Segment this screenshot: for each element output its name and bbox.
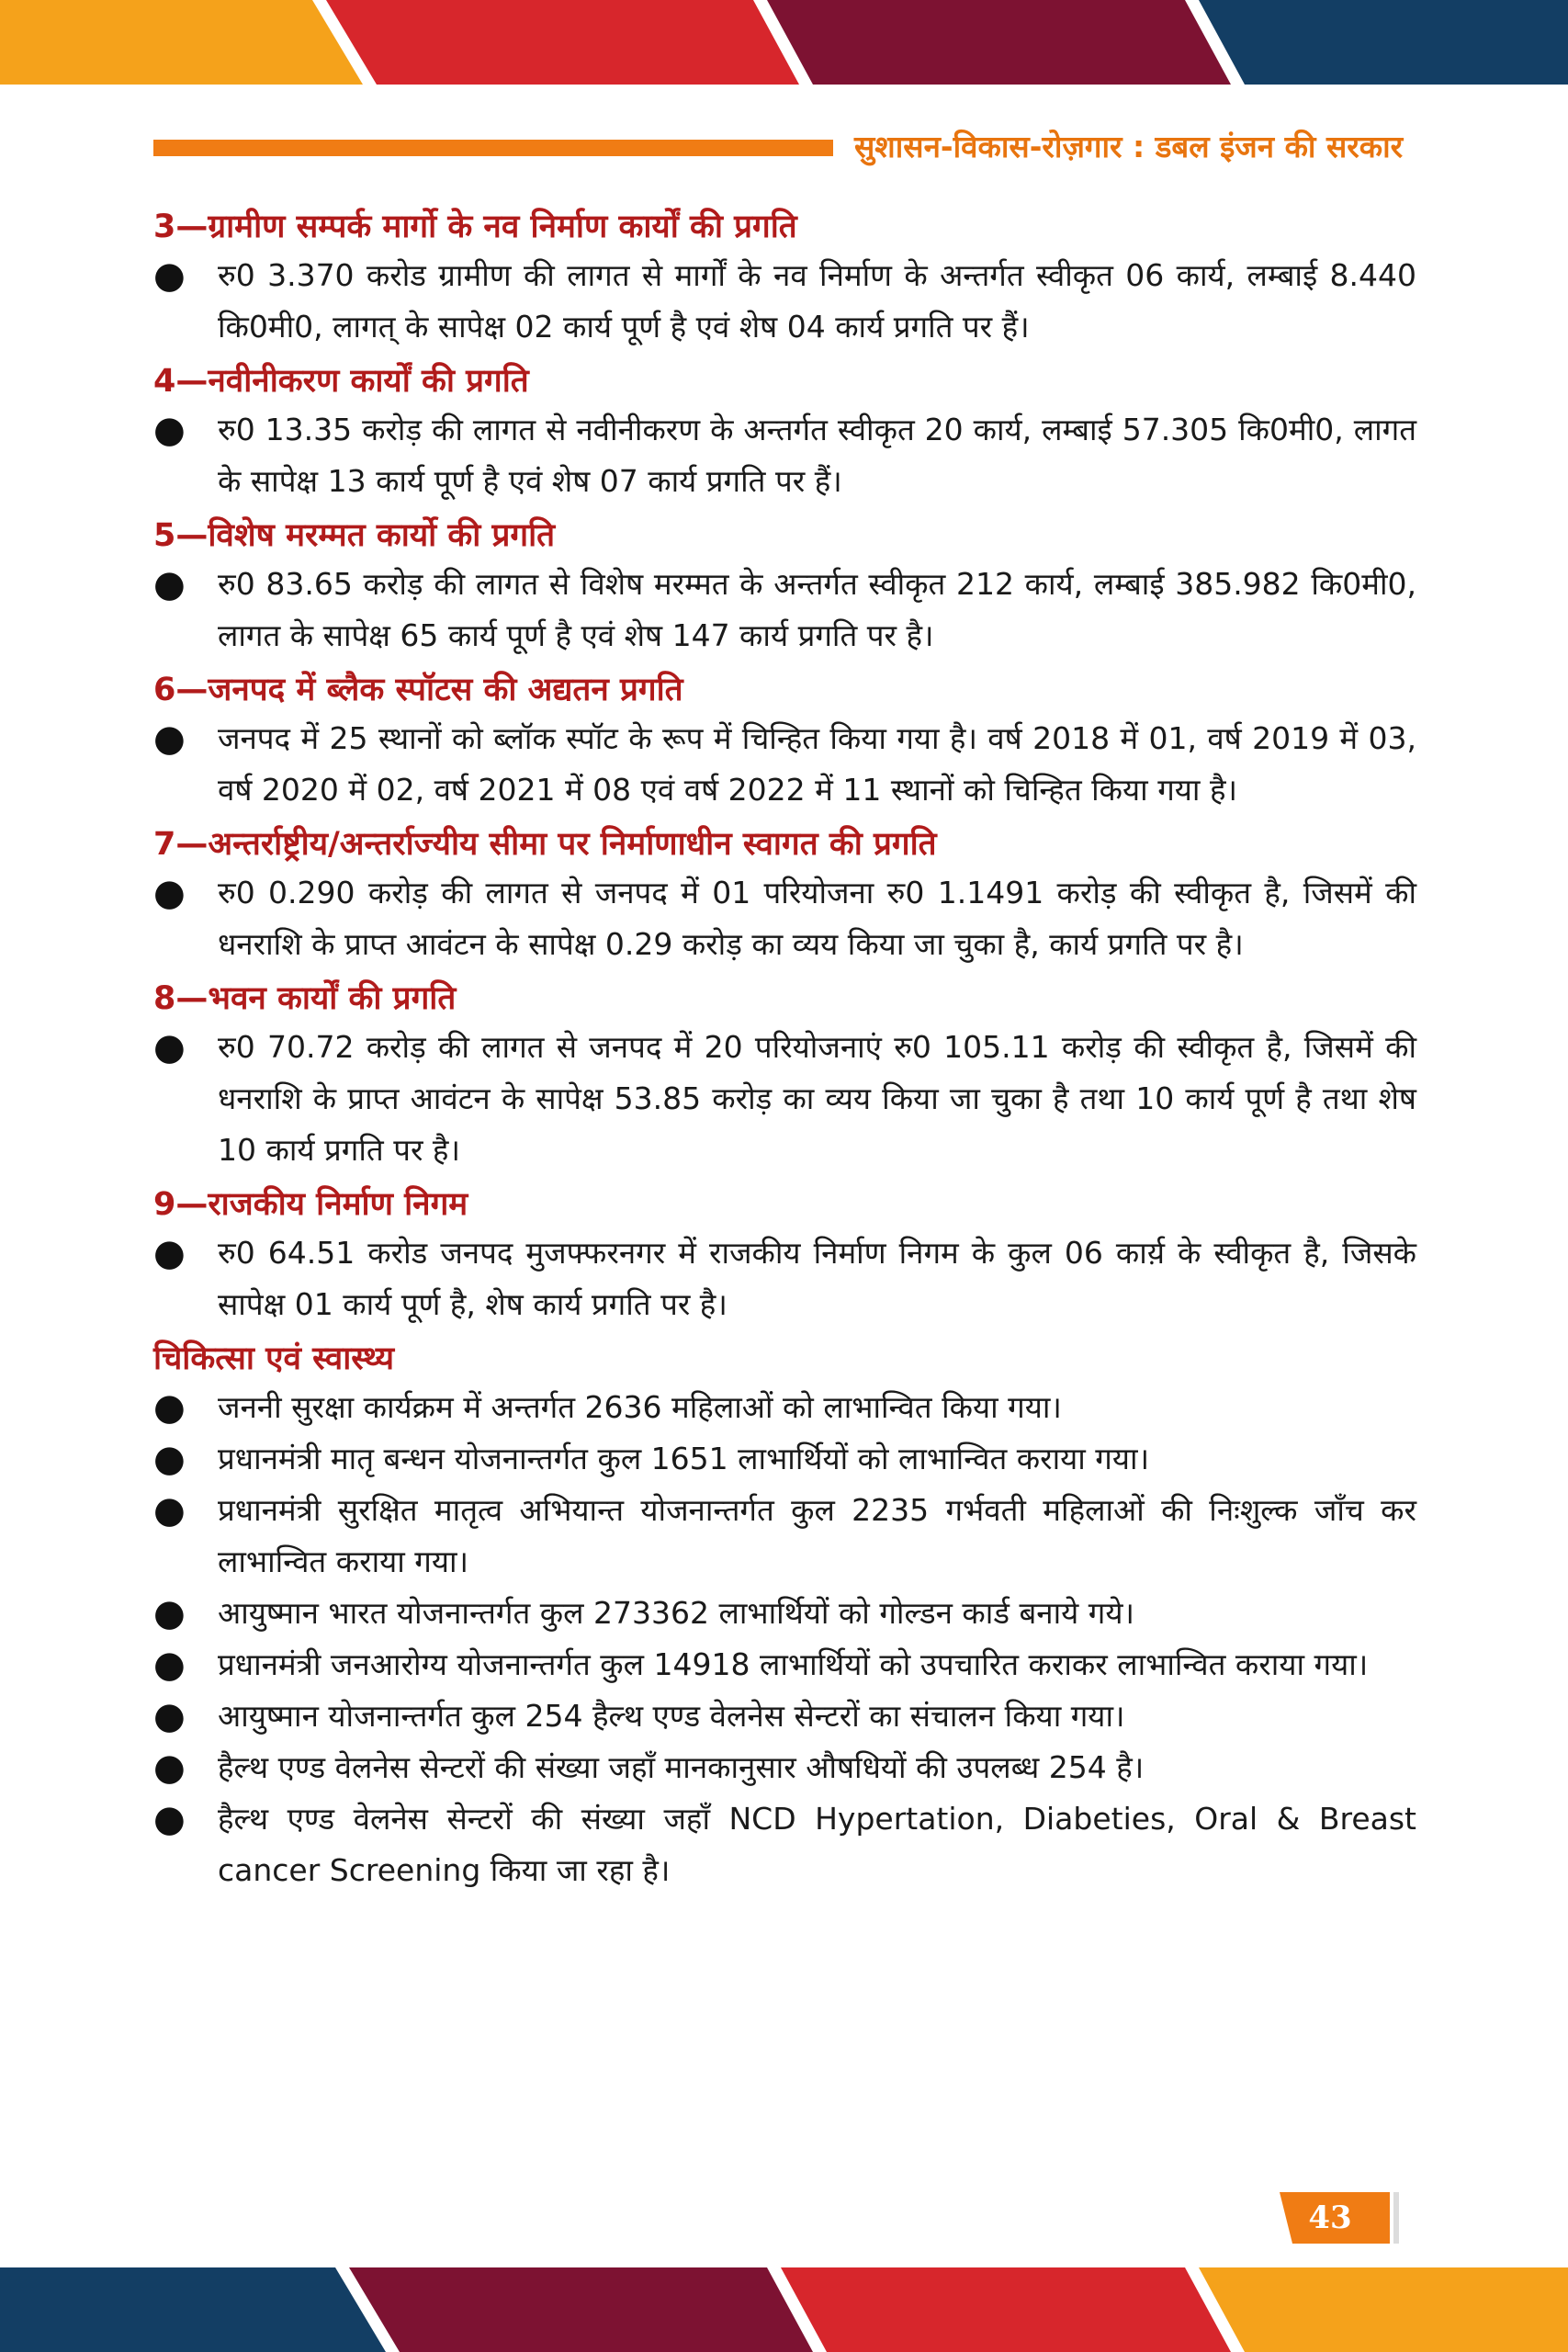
section bbox=[153, 667, 1416, 816]
bullet-icon: ● bbox=[153, 1592, 186, 1634]
list-item-text: प्रधानमंत्री जनआरोग्य योजनान्तर्गत कुल 14918 लाभार्थियों को उपचारित कराकर लाभान्वित कराया गया। bbox=[218, 1646, 1369, 1682]
band-red bbox=[326, 0, 799, 85]
list-item-text: रु0 3.370 करोड ग्रामीण की लागत से मार्गों के नव निर्माण के अन्तर्गत स्वीकृत 06 कार्य, लम्बाई 8.440 कि0मी0, लागत् के सापेक्ष 02 कार्य पूर्ण है एवं शेष 04 कार्य प्रगति पर हैं। bbox=[218, 257, 1416, 345]
bottom-band-graphic bbox=[0, 2267, 1568, 2352]
section bbox=[153, 358, 1416, 507]
list-item bbox=[153, 1227, 1416, 1330]
list-item bbox=[153, 1382, 1416, 1433]
list-item bbox=[153, 1485, 1416, 1588]
bullet-icon: ● bbox=[153, 718, 186, 760]
list-item-text: जननी सुरक्षा कार्यक्रम में अन्तर्गत 2636 महिलाओं को लाभान्वित किया गया। bbox=[218, 1389, 1062, 1425]
bullet-icon: ● bbox=[153, 254, 186, 297]
section-heading: 5—विशेष मरम्मत कार्यो की प्रगति bbox=[153, 517, 556, 554]
list-item bbox=[153, 559, 1416, 662]
list-item bbox=[153, 867, 1416, 970]
section bbox=[153, 204, 1416, 353]
bullet-icon: ● bbox=[153, 1644, 186, 1686]
list-item bbox=[153, 404, 1416, 507]
list-item bbox=[153, 1433, 1416, 1485]
section-heading: 6—जनपद में ब्लैक स्पॉटस की अद्यतन प्रगति bbox=[153, 672, 683, 708]
page-number: 43 bbox=[1308, 2199, 1352, 2236]
list-item bbox=[153, 1742, 1416, 1793]
bullet-icon: ● bbox=[153, 1026, 186, 1069]
section bbox=[153, 1182, 1416, 1330]
list-item-text: आयुष्मान भारत योजनान्तर्गत कुल 273362 लाभार्थियों को गोल्डन कार्ड बनाये गये। bbox=[218, 1595, 1135, 1631]
list-item bbox=[153, 1690, 1416, 1742]
section bbox=[153, 821, 1416, 970]
list-item-text: रु0 83.65 करोड़ की लागत से विशेष मरम्मत के अन्तर्गत स्वीकृत 212 कार्य, लम्बाई 385.982 कि0मी0, लागत के सापेक्ष 65 कार्य पूर्ण है एवं शेष 147 कार्य प्रगति पर है। bbox=[218, 566, 1416, 653]
section-heading: 4—नवीनीकरण कार्यों की प्रगति bbox=[153, 363, 529, 400]
bullet-icon: ● bbox=[153, 409, 186, 451]
section bbox=[153, 976, 1416, 1176]
bullet-icon: ● bbox=[153, 1438, 186, 1480]
band-maroon-bottom bbox=[349, 2267, 813, 2352]
bullet-icon: ● bbox=[153, 1489, 186, 1532]
section bbox=[153, 1336, 1416, 1896]
list-item-text: रु0 70.72 करोड़ की लागत से जनपद में 20 परियोजनाएं रु0 105.11 करोड़ की स्वीकृत है, जिसमें की धनराशि के प्राप्त आवंटन के सापेक्ष 53.85 करोड़ का व्यय किया जा चुका है तथा 10 कार्य पूर्ण है तथा शेष 10 कार्य प्रगति पर है। bbox=[218, 1029, 1416, 1168]
band-red-bottom bbox=[781, 2267, 1231, 2352]
bullet-icon: ● bbox=[153, 1386, 186, 1429]
band-orange bbox=[0, 0, 363, 85]
bullet-icon: ● bbox=[153, 872, 186, 914]
document-body bbox=[153, 204, 1416, 1902]
bullet-icon: ● bbox=[153, 1695, 186, 1737]
header-rule bbox=[153, 140, 833, 156]
bullet-icon: ● bbox=[153, 563, 186, 605]
band-navy-bottom bbox=[0, 2267, 386, 2352]
bullet-icon: ● bbox=[153, 1747, 186, 1789]
bottom-decorative-band bbox=[0, 2267, 1568, 2352]
section-heading: 8—भवन कार्यों की प्रगति bbox=[153, 980, 457, 1017]
section-heading: 9—राजकीय निर्माण निगम bbox=[153, 1186, 468, 1223]
list-item-text: हैल्थ एण्ड वेलनेस सेन्टरों की संख्या जहाँ NCD Hypertation, Diabeties, Oral & Breast cancer Screening किया जा रहा है। bbox=[218, 1801, 1416, 1888]
band-navy bbox=[1199, 0, 1568, 85]
list-item-text: रु0 13.35 करोड़ की लागत से नवीनीकरण के अन्तर्गत स्वीकृत 20 कार्य, लम्बाई 57.305 कि0मी0, लागत के सापेक्ष 13 कार्य पूर्ण है एवं शेष 07 कार्य प्रगति पर हैं। bbox=[218, 412, 1416, 499]
list-item bbox=[153, 250, 1416, 353]
list-item-text: प्रधानमंत्री मातृ बन्धन योजनान्तर्गत कुल 1651 लाभार्थियों को लाभान्वित कराया गया। bbox=[218, 1441, 1150, 1476]
list-item-text: रु0 0.290 करोड़ की लागत से जनपद में 01 परियोजना रु0 1.1491 करोड़ की स्वीकृत है, जिसमें की धनराशि के प्राप्त आवंटन के सापेक्ष 0.29 करोड़ का व्यय किया जा चुका है, कार्य प्रगति पर है। bbox=[218, 875, 1416, 962]
list-item-text: जनपद में 25 स्थानों को ब्लॉक स्पॉट के रूप में चिन्हित किया गया है। वर्ष 2018 में 01, वर्ष 2019 में 03, वर्ष 2020 में 02, वर्ष 2021 में 08 एवं वर्ष 2022 में 11 स्थानों को चिन्हित किया गया है। bbox=[218, 720, 1416, 808]
list-item-text: रु0 64.51 करोड जनपद मुजफ्फरनगर में राजकीय निर्माण निगम के कुल 06 कार्य़ के स्वीकृत है, जिसके सापेक्ष 01 कार्य पूर्ण है, शेष कार्य प्रगति पर है। bbox=[218, 1235, 1416, 1322]
list-item-text: हैल्थ एण्ड वेलनेस सेन्टरों की संख्या जहाँ मानकानुसार औषधियों की उपलब्ध 254 है। bbox=[218, 1749, 1145, 1785]
section bbox=[153, 513, 1416, 662]
top-band-graphic bbox=[0, 0, 1568, 85]
bullet-icon: ● bbox=[153, 1798, 186, 1840]
list-item bbox=[153, 1793, 1416, 1896]
list-item bbox=[153, 1639, 1416, 1690]
band-orange-bottom bbox=[1199, 2267, 1568, 2352]
bullet-icon: ● bbox=[153, 1232, 186, 1274]
top-decorative-band bbox=[0, 0, 1568, 85]
list-item-text: आयुष्मान योजनान्तर्गत कुल 254 हैल्थ एण्ड वेलनेस सेन्टरों का संचालन किया गया। bbox=[218, 1698, 1125, 1734]
section-heading: 3—ग्रामीण सम्पर्क मार्गो के नव निर्माण कार्यों की प्रगति bbox=[153, 209, 797, 245]
list-item bbox=[153, 1022, 1416, 1176]
section-heading: चिकित्सा एवं स्वास्थ्य bbox=[153, 1340, 395, 1377]
band-maroon bbox=[767, 0, 1231, 85]
list-item-text: प्रधानमंत्री सुरक्षित मातृत्व अभियान्त योजनान्तर्गत कुल 2235 गर्भवती महिलाओं की निःशुल्क जाँच कर लाभान्वित कराया गया। bbox=[218, 1492, 1416, 1579]
header-title: सुशासन-विकास-रोज़गार : डबल इंजन की सरकार bbox=[854, 129, 1404, 164]
section-heading: 7—अन्तर्राष्ट्रीय/अन्तर्राज्यीय सीमा पर निर्माणाधीन स्वागत की प्रगति bbox=[153, 826, 937, 863]
list-item bbox=[153, 1588, 1416, 1639]
list-item bbox=[153, 713, 1416, 816]
